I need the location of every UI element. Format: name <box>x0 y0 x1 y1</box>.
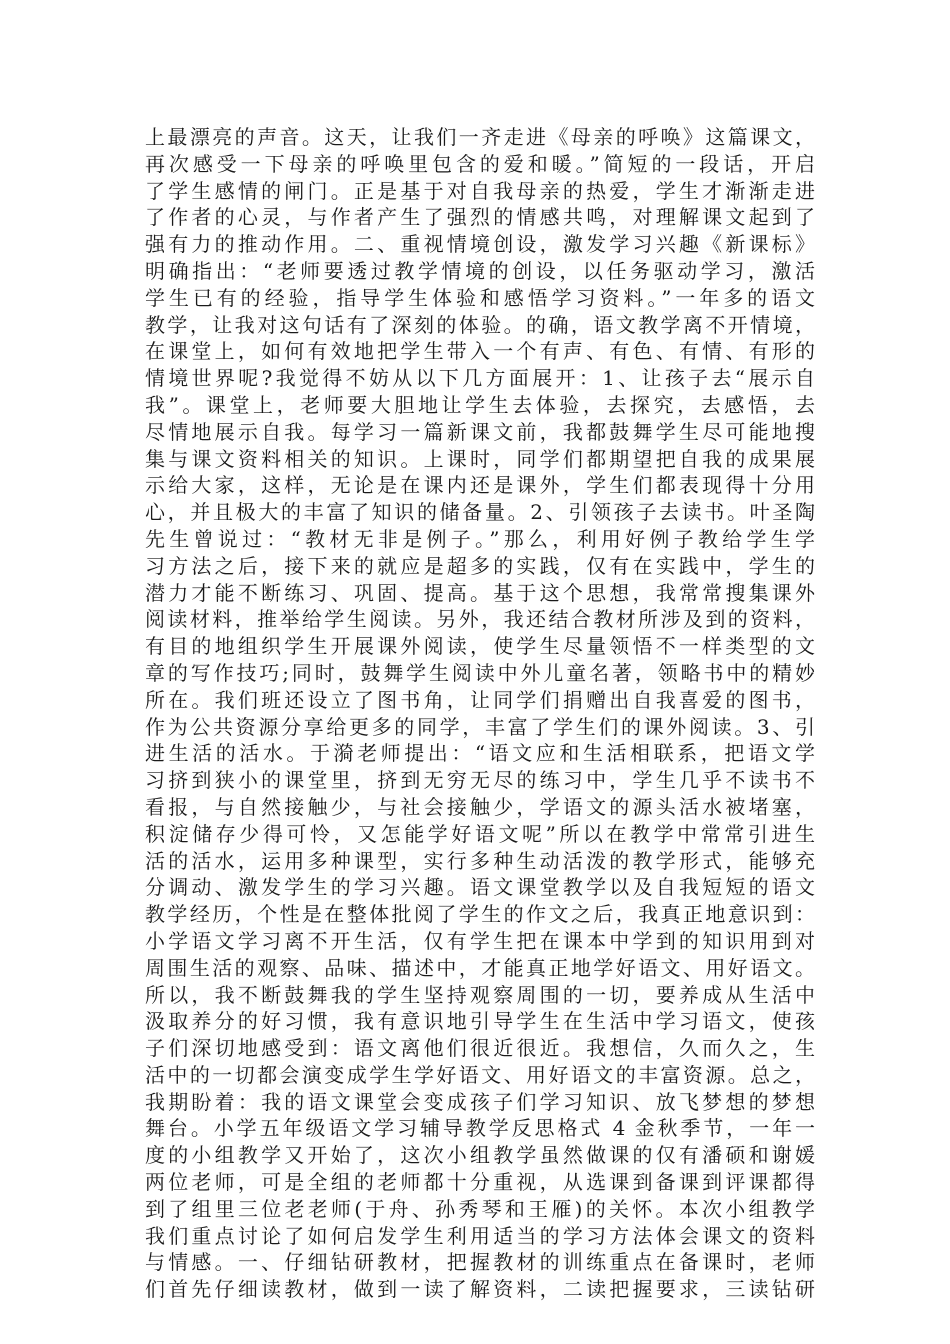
text-line: 所在。我们班还设立了图书角，让同学们捐赠出自我喜爱的图书， <box>145 687 815 712</box>
text-line: 阅读材料，推举给学生阅读。另外，我还结合教材所涉及到的资料， <box>145 607 815 632</box>
text-line: 我”。课堂上，老师要大胆地让学生去体验，去探究，去感悟，去 <box>145 392 815 417</box>
text-line: 看报，与自然接触少，与社会接触少，学语文的源头活水被堵塞， <box>145 794 815 819</box>
text-line: 活的活水，运用多种课型，实行多种生动活泼的教学形式，能够充 <box>145 848 815 873</box>
text-line: 两位老师，可是全组的老师都十分重视，从选课到备课到评课都得 <box>145 1170 815 1195</box>
text-line: 舞台。小学五年级语文学习辅导教学反思格式 4 金秋季节，一年一 <box>145 1116 815 1141</box>
text-line: 进生活的活水。于漪老师提出：“语文应和生活相联系，把语文学 <box>145 741 815 766</box>
text-line: 活中的一切都会演变成学生学好语文、用好语文的丰富资源。总之， <box>145 1062 815 1087</box>
text-line: 示给大家，这样，无论是在课内还是课外，学生们都表现得十分用 <box>145 473 815 498</box>
text-line: 情境世界呢?我觉得不妨从以下几方面展开：1、让孩子去“展示自 <box>145 366 815 391</box>
text-line: 分调动、激发学生的学习兴趣。语文课堂教学以及自我短短的语文 <box>145 875 815 900</box>
text-line: 尽情地展示自我。每学习一篇新课文前，我都鼓舞学生尽可能地搜 <box>145 419 815 444</box>
body-text <box>145 124 815 1303</box>
text-line: 学生已有的经验，指导学生体验和感悟学习资料。”一年多的语文 <box>145 285 815 310</box>
text-line: 有目的地组织学生开展课外阅读，使学生尽量领悟不一样类型的文 <box>145 634 815 659</box>
text-line: 了作者的心灵，与作者产生了强烈的情感共鸣，对理解课文起到了 <box>145 205 815 230</box>
text-line: 作为公共资源分享给更多的同学，丰富了学生们的课外阅读。3、引 <box>145 714 815 739</box>
text-line: 先生曾说过：“教材无非是例子。”那么，利用好例子教给学生学 <box>145 526 815 551</box>
text-line: 到了组里三位老老师(于舟、孙秀琴和王雁)的关怀。本次小组教学 <box>145 1196 815 1221</box>
text-line: 章的写作技巧;同时，鼓舞学生阅读中外儿童名著，领略书中的精妙 <box>145 660 815 685</box>
text-line: 上最漂亮的声音。这天，让我们一齐走进《母亲的呼唤》这篇课文， <box>145 125 815 149</box>
text-line: 教学，让我对这句话有了深刻的体验。的确，语文教学离不开情境， <box>145 312 815 337</box>
text-line: 习挤到狭小的课堂里，挤到无穷无尽的练习中，学生几乎不读书不 <box>145 768 815 793</box>
text-line: 我们重点讨论了如何启发学生利用适当的学习方法体会课文的资料 <box>145 1223 815 1248</box>
text-line: 心，并且极大的丰富了知识的储备量。2、引领孩子去读书。叶圣陶 <box>145 500 815 525</box>
text-line: 我期盼着：我的语文课堂会变成孩子们学习知识、放飞梦想的梦想 <box>145 1089 815 1114</box>
text-line: 子们深切地感受到：语文离他们很近很近。我想信，久而久之，生 <box>145 1036 815 1061</box>
text-line: 潜力才能不断练习、巩固、提高。基于这个思想，我常常搜集课外 <box>145 580 815 605</box>
text-line: 们首先仔细读教材，做到一读了解资料，二读把握要求，三读钻研 <box>145 1277 815 1302</box>
text-line: 小学语文学习离不开生活，仅有学生把在课本中学到的知识用到对 <box>145 928 815 953</box>
text-line: 明确指出：“老师要透过教学情境的创设，以任务驱动学习，激活 <box>145 258 815 283</box>
text-line: 在课堂上，如何有效地把学生带入一个有声、有色、有情、有形的 <box>145 339 815 364</box>
text-line: 度的小组教学又开始了，这次小组教学虽然做课的仅有潘硕和谢媛 <box>145 1143 815 1168</box>
text-line: 教学经历，个性是在整体批阅了学生的作文之后，我真正地意识到： <box>145 902 815 927</box>
text-line: 与情感。一、仔细钻研教材，把握教材的训练重点在备课时，老师 <box>145 1250 815 1275</box>
text-line: 积淀储存少得可怜，又怎能学好语文呢”所以在教学中常常引进生 <box>145 821 815 846</box>
text-line: 了学生感情的闸门。正是基于对自我母亲的热爱，学生才渐渐走进 <box>145 178 815 203</box>
text-line: 再次感受一下母亲的呼唤里包含的爱和暖。”简短的一段话，开启 <box>145 151 815 176</box>
text-line: 习方法之后，接下来的就应是超多的实践，仅有在实践中，学生的 <box>145 553 815 578</box>
text-line: 所以，我不断鼓舞我的学生坚持观察周围的一切，要养成从生活中 <box>145 982 815 1007</box>
text-line: 汲取养分的好习惯，我有意识地引导学生在生活中学习语文，使孩 <box>145 1009 815 1034</box>
text-line: 集与课文资料相关的知识。上课时，同学们都期望把自我的成果展 <box>145 446 815 471</box>
text-line: 强有力的推动作用。二、重视情境创设，激发学习兴趣《新课标》 <box>145 232 815 257</box>
text-line: 周围生活的观察、品味、描述中，才能真正地学好语文、用好语文。 <box>145 955 815 980</box>
